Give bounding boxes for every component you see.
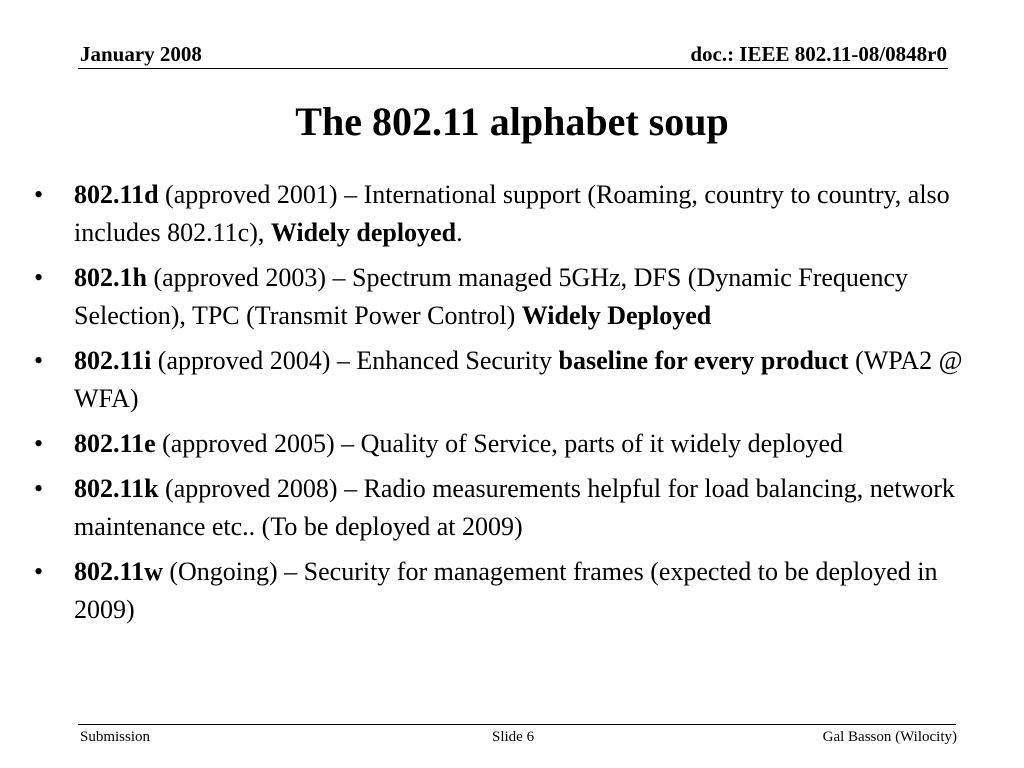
bullet-dot: • (34, 263, 44, 292)
bullet-text (74, 429, 843, 458)
bullet-dot: • (34, 557, 44, 586)
footer-slide-number: Slide 6 (492, 729, 535, 745)
bullet-tail: . (456, 218, 463, 247)
bullet-item-802-11e (34, 425, 994, 463)
header-date: January 2008 (80, 42, 202, 66)
header-doc-id: doc.: IEEE 802.11-08/0848r0 (690, 42, 947, 66)
bullet-text (74, 180, 950, 247)
footer-submission: Submission (80, 729, 151, 745)
header-divider (78, 68, 948, 69)
bullet-text (74, 557, 938, 624)
bullet-text (74, 263, 908, 330)
bullet-term: 802.11d (74, 180, 159, 209)
bullet-list (34, 176, 994, 636)
bullet-item-802-11w (34, 553, 994, 629)
bullet-description: (approved 2003) – Spectrum managed 5GHz, DFS (Dynamic Frequency Selection), TPC (Transmit Power Control) (74, 263, 909, 330)
footer-divider (78, 724, 956, 725)
bullet-text (74, 346, 963, 413)
footer-author: Gal Basson (Wilocity) (822, 729, 957, 745)
bullet-term: 802.11e (74, 429, 156, 458)
bullet-text (74, 474, 955, 541)
slide-title: The 802.11 alphabet soup (295, 99, 729, 144)
bullet-item-802-11k (34, 470, 994, 546)
bullet-dot: • (34, 180, 44, 209)
bullet-item-802-11i (34, 342, 994, 418)
bullet-description: (approved 2001) – International support (Roaming, country to country, also includes 802.11c), (74, 180, 950, 247)
bullet-term: 802.1h (74, 263, 147, 292)
bullet-item-802-1h (34, 259, 994, 335)
bullet-item-802-11d (34, 176, 994, 252)
bullet-description: (approved 2004) – Enhanced Security (151, 346, 559, 375)
bullet-emphasis: Widely Deployed (521, 301, 712, 330)
bullet-description: (Ongoing) – Security for management frames (expected to be deployed in 2009) (74, 557, 938, 624)
bullet-term: 802.11k (74, 474, 159, 503)
bullet-term: 802.11i (74, 346, 152, 375)
bullet-description: (approved 2008) – Radio measurements helpful for load balancing, network maintenance etc.. (To be deployed at 2009) (74, 474, 955, 541)
bullet-emphasis: Widely deployed (270, 218, 457, 247)
bullet-dot: • (34, 429, 44, 458)
bullet-tail: (WPA2 @ WFA) (74, 346, 963, 413)
bullet-emphasis: baseline for every product (558, 346, 849, 375)
bullet-dot: • (34, 474, 44, 503)
bullet-term: 802.11w (74, 557, 163, 586)
bullet-description: (approved 2005) – Quality of Service, parts of it widely deployed (155, 429, 843, 458)
bullet-dot: • (34, 346, 44, 375)
